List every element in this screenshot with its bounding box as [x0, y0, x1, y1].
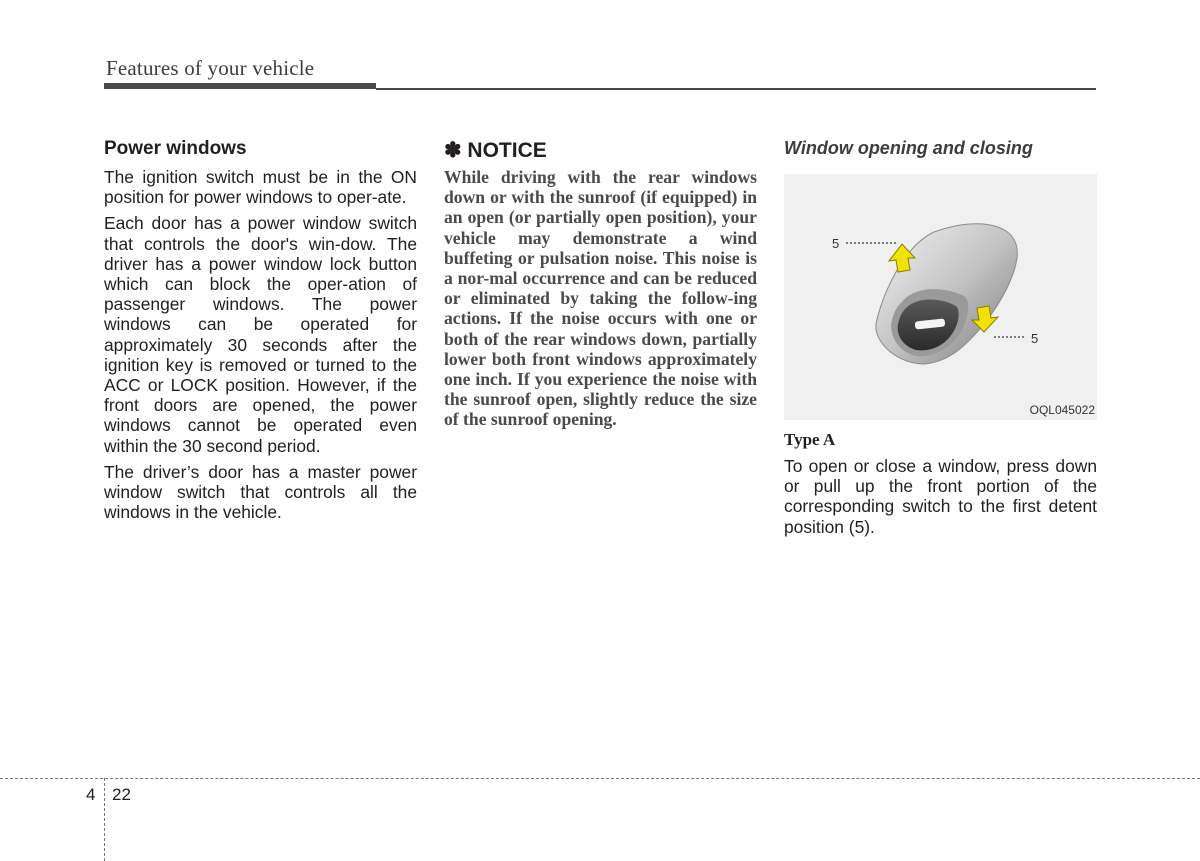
footer-rule [0, 778, 1200, 779]
page-number: 22 [112, 785, 131, 804]
notice-heading: ✽ NOTICE [444, 139, 547, 162]
type-a-label: Type A [784, 430, 836, 449]
paragraph-master-switch: The driver’s door has a master power window switch that controls all the windows in the vehicle. [104, 461, 417, 523]
figure-label-top: 5 [832, 236, 840, 251]
window-switch-illustration [784, 174, 1097, 420]
figure-label-bottom: 5 [1031, 331, 1039, 346]
chapter-number: 4 [86, 785, 96, 804]
page-header-title: Features of your vehicle [106, 56, 315, 80]
header-rule-thin [376, 88, 1096, 90]
left-column [104, 138, 417, 528]
right-column [784, 138, 1097, 543]
header-rule-thick [104, 83, 376, 89]
window-opening-heading: Window opening and closing [784, 138, 1033, 158]
notice-text: While driving with the rear windows down or with the sunroof (if equipped) in an open (or partially open position), your vehicle may demonstrate a wind buffeting or pulsation noise. This noise is a nor-mal occurrence and can be reduced or eliminated by taking the follow-ing actions. If the noise occurs with one or both of the rear windows down, partially lower both front windows approximately one inch. If you experience the noise with the sunroof open, slightly reduce the size of the sunroof opening. [444, 167, 757, 430]
paragraph-door-switch: Each door has a power window switch that controls the door's win-dow. The driver has a power window lock button which can block the oper-ation of passenger windows. The power windows can be operated for approximately 30 seconds after the ignition key is removed or turned to the ACC or LOCK position. However, if the front doors are opened, the power windows cannot be operated even within the 30 second period. [104, 213, 417, 456]
paragraph-ignition: The ignition switch must be in the ON position for power windows to oper-ate. [104, 167, 417, 208]
figure-code: OQL045022 [1029, 403, 1095, 417]
window-switch-figure [784, 174, 1097, 420]
power-windows-heading: Power windows [104, 138, 247, 159]
notice-column [444, 138, 757, 430]
paragraph-open-close: To open or close a window, press down or pull up the front portion of the corresponding switch to the first detent position (5). [784, 456, 1097, 537]
footer-vertical-rule [104, 778, 105, 861]
